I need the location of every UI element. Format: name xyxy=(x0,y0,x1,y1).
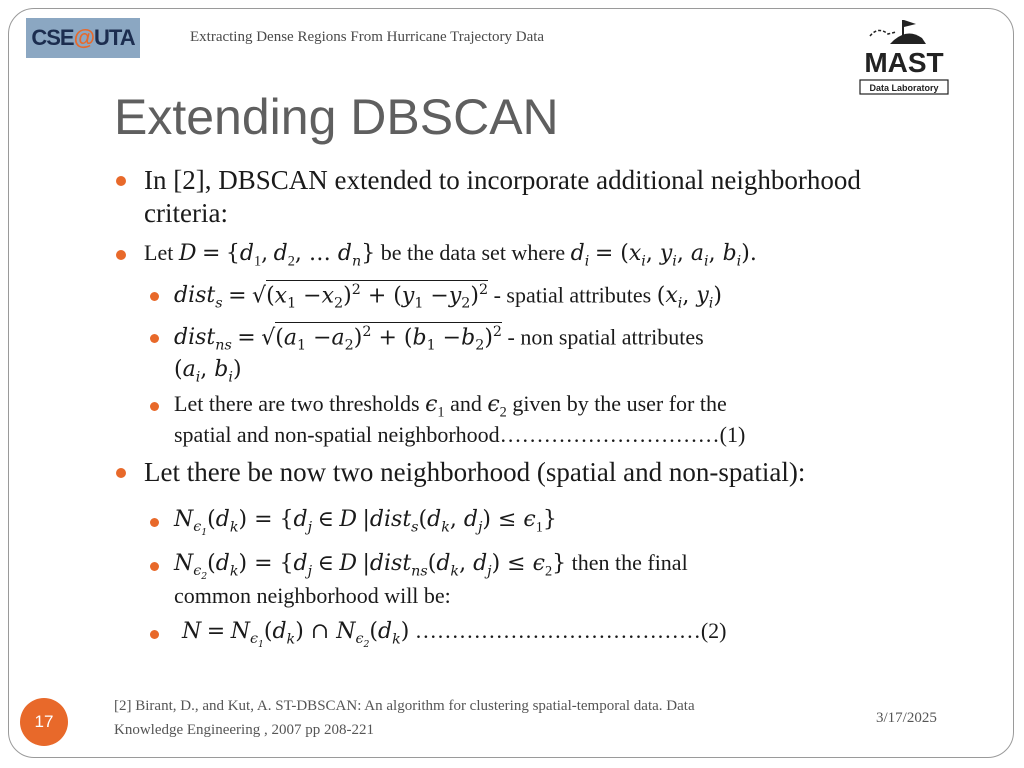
sub-bullet-dot xyxy=(150,292,159,301)
page-number-badge xyxy=(20,698,68,746)
bullet-1-text-cont: criteria: xyxy=(144,198,228,228)
bullet-dot xyxy=(116,176,126,186)
sub-bullet-dot xyxy=(150,630,159,639)
sub-bullet-thresholds: Let there are two thresholds $\epsilon_1$ and $\epsilon_2$ given by the user for the xyxy=(174,391,727,421)
bullet-dot xyxy=(116,250,126,260)
reference-line-2: Knowledge Engineering , 2007 pp 208-221 xyxy=(114,722,374,738)
bullet-2-mid: be the data set where xyxy=(380,240,566,265)
cse-uta-logo: CSE@UTA xyxy=(26,18,140,58)
sub-bullet-n-eps1: $N_{\epsilon_1}(d_k) = \{d_j$ ∈ D $|dist_s(d_k$, $d_j) \le \epsilon_1$} xyxy=(174,507,557,539)
sub-bullet-dist-ns-label: - non spatial attributes xyxy=(507,324,704,350)
sub-bullet-dot xyxy=(150,562,159,571)
bullet-2-let: Let xyxy=(144,240,174,265)
sub-bullet-dot xyxy=(150,334,159,343)
bullet-1-text: In [2], DBSCAN extended to incorporate additional neighborhood xyxy=(144,165,861,195)
sub-bullet-n-final: $N = N_{\epsilon_1}(d_k)$ ∩ $N_{\epsilon_2}(d_k)$ …………………………………(2) xyxy=(182,618,727,651)
sub-bullet-dist-ns: dist$_{ns}$ = $√(a_1 -a_2)^2 + (b_1 -b_2)^2$ - non spatial attributes xyxy=(174,324,704,354)
reference-footnote xyxy=(114,694,695,742)
page-number: 17 xyxy=(34,712,54,731)
reference-line-1: [2] Birant, D., and Kut, A. ST-DBSCAN: An algorithm for clustering spatial-temporal data. Data xyxy=(114,698,695,714)
slide-title: Extending DBSCAN xyxy=(114,89,559,145)
sub-bullet-thresholds-cont: spatial and non-spatial neighborhood…………………………(1) xyxy=(174,422,746,447)
slide-date: 3/17/2025 xyxy=(876,710,937,726)
mast-logo xyxy=(856,14,952,98)
bullet-3-text: Let there be now two neighborhood (spatial and non-spatial): xyxy=(144,457,806,487)
mast-logo-text: MAST xyxy=(864,47,944,78)
bullet-dot xyxy=(116,468,126,478)
sub-bullet-n-eps2-cont: common neighborhood will be: xyxy=(174,583,451,608)
sub-bullet-dist-s: dist$_s$ = $√(x_1 -x_2)^2 + (y_1 -y_2)^2$ - spatial attributes ($x_i$, $y_i$) xyxy=(174,282,722,312)
sub-bullet-dist-s-label: - spatial attributes xyxy=(493,282,652,308)
header-title: Extracting Dense Regions From Hurricane Trajectory Data xyxy=(190,29,545,45)
bullet-2-line: Let $D = \{d_1$, $d_2$, … $d_n$} be the data set where $d_i = (x_i$, $y_i$, $a_i$, $b_i$). xyxy=(144,240,757,270)
mast-logo-subtext: Data Laboratory xyxy=(869,83,939,93)
sub-bullet-dist-ns-cont: ($a_i$, $b_i$) xyxy=(174,357,242,386)
sub-bullet-dot xyxy=(150,402,159,411)
sub-bullet-n-eps2: $N_{\epsilon_2}(d_k) = \{d_j$ ∈ D $|dist_{ns}(d_k$, $d_j) \le \epsilon_2$} then the final xyxy=(174,550,688,583)
sub-bullet-dot xyxy=(150,518,159,527)
